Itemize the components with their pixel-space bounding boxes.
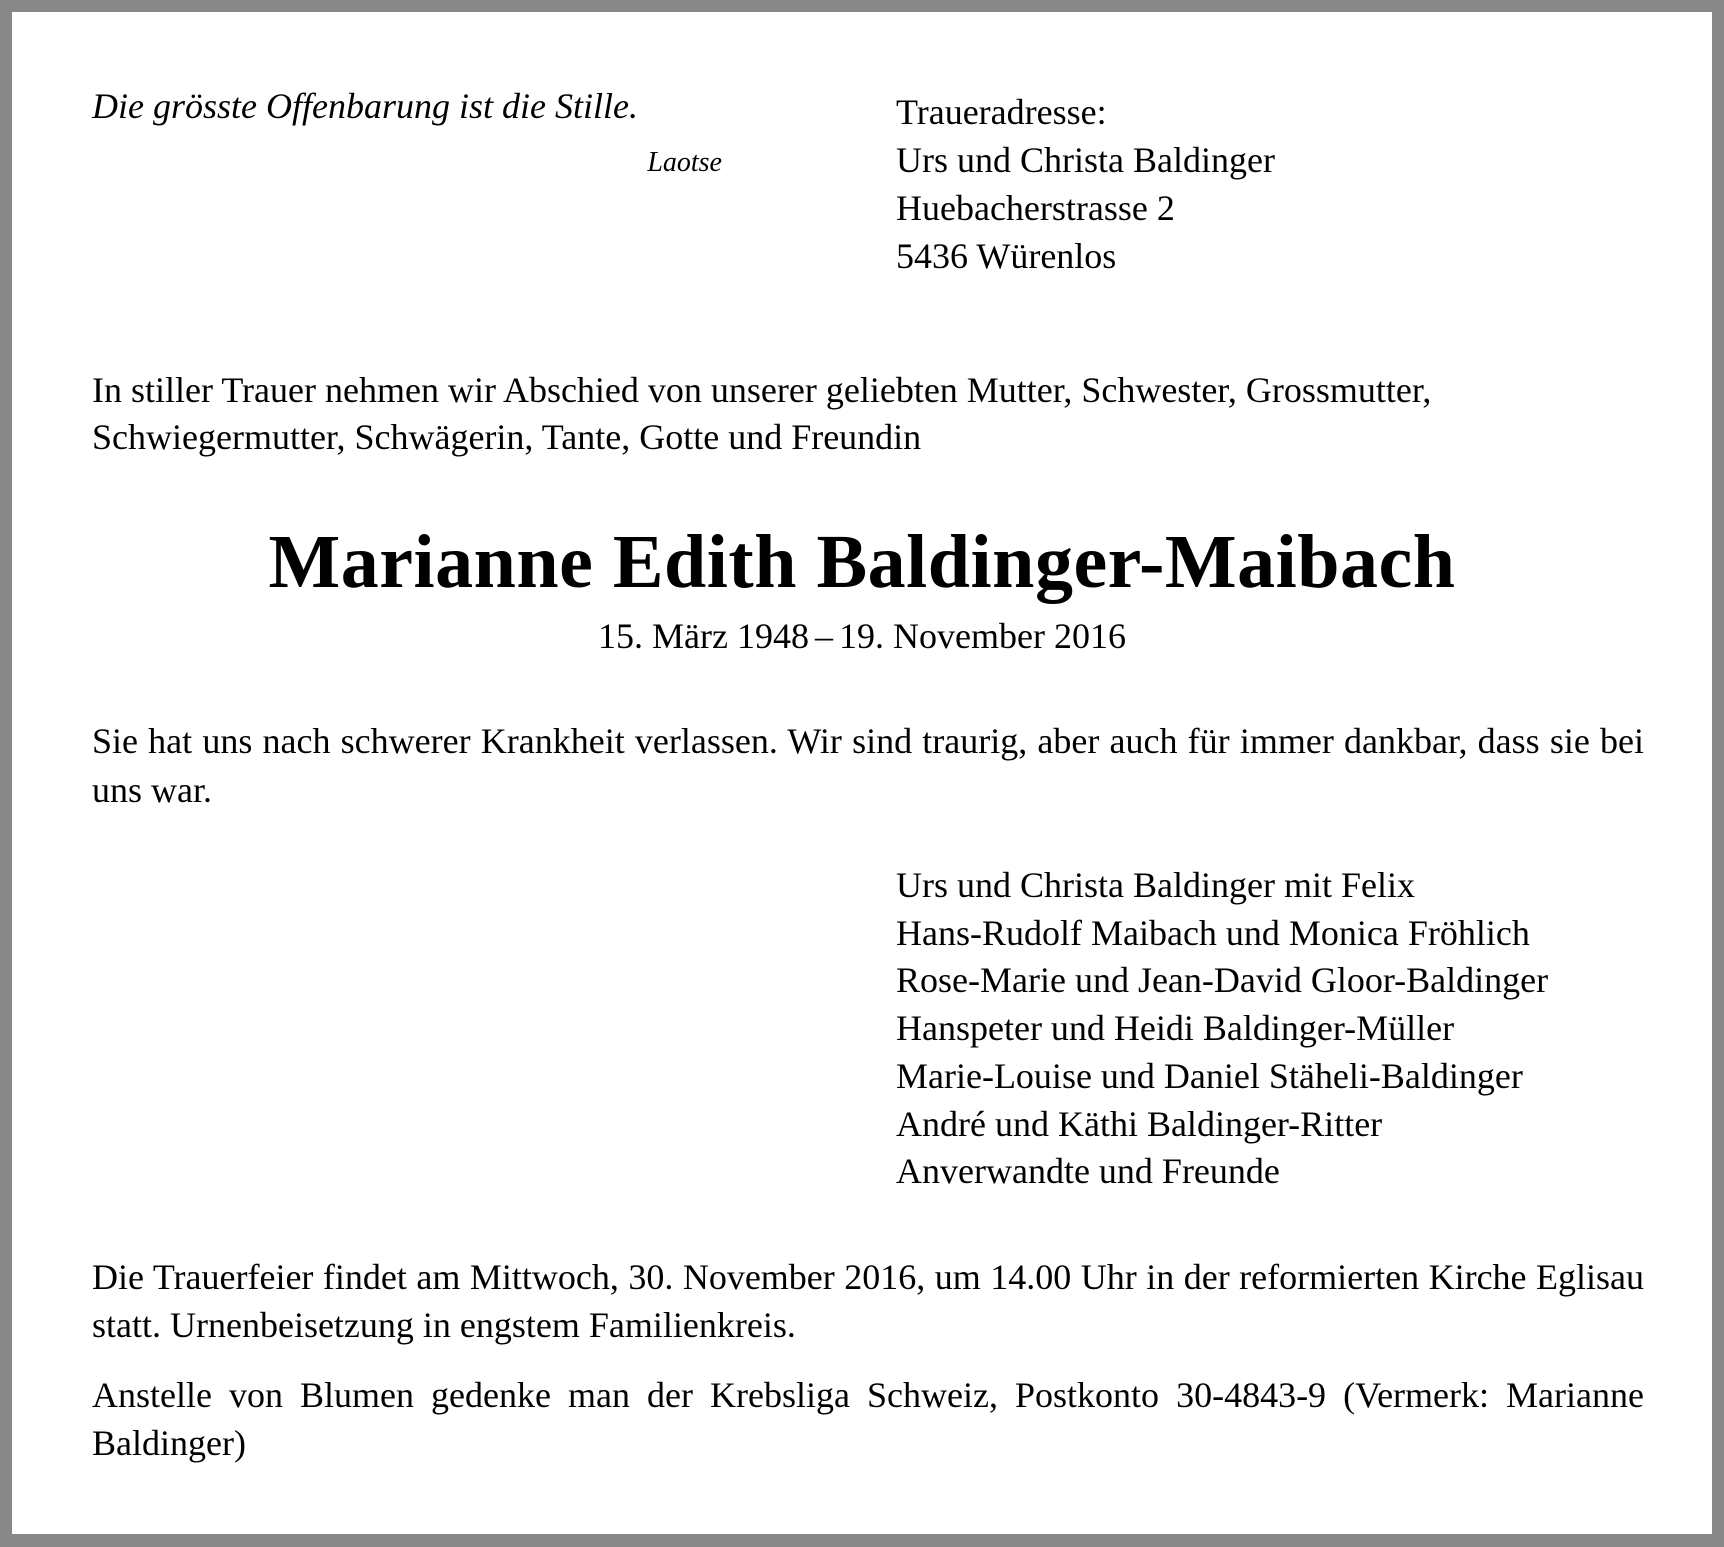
date-separator: – <box>815 616 833 656</box>
family-member: Urs und Christa Baldinger mit Felix <box>896 865 1415 905</box>
mourning-address-label: Traueradresse: <box>896 92 1107 132</box>
obituary-notice <box>12 12 1712 1534</box>
family-member: Rose-Marie und Jean-David Gloor-Baldinger <box>896 960 1549 1001</box>
mourning-address-line: Urs und Christa Baldinger <box>896 140 1275 180</box>
epigraph-author: Laotse <box>647 147 722 178</box>
intro-text: In stiller Trauer nehmen wir Abschied von unserer geliebten Mutter, Schwester, Grossmutter, Schwiegermutter, Schwägerin, Tante, Gotte und Freundin <box>92 370 1432 457</box>
birth-date: 15. März 1948 <box>598 616 809 656</box>
donation-note: Anstelle von Blumen gedenke man der Krebsliga Schweiz, Postkonto 30-4843-9 (Vermerk: Marianne Baldinger) <box>92 1375 1644 1463</box>
farewell-message: Sie hat uns nach schwerer Krankheit verlassen. Wir sind traurig, aber auch für immer dankbar, dass sie bei uns war. <box>92 721 1644 810</box>
family-member: Hanspeter und Heidi Baldinger-Müller <box>896 1008 1455 1049</box>
family-member: Hans-Rudolf Maibach und Monica Fröhlich <box>896 912 1530 953</box>
deceased-name: Marianne Edith Baldinger-Maibach <box>268 520 1456 604</box>
life-dates <box>12 614 1712 658</box>
epigraph-quote: Die grösste Offenbarung ist die Stille. <box>92 86 638 126</box>
family-signatures <box>896 862 1548 1196</box>
death-date: 19. November 2016 <box>839 616 1126 656</box>
family-member: André und Käthi Baldinger-Ritter <box>896 1103 1383 1144</box>
family-member: Marie-Louise und Daniel Stäheli-Baldinger <box>896 1055 1523 1096</box>
mourning-address-line: Huebacherstrasse 2 <box>896 188 1175 228</box>
family-member: Anverwandte und Freunde <box>896 1151 1280 1192</box>
mourning-address-line: 5436 Würenlos <box>896 236 1117 276</box>
funeral-service-info: Die Trauerfeier findet am Mittwoch, 30. November 2016, um 14.00 Uhr in der reformierten Kirche Eglisau statt. Urnenbeisetzung in engstem Familienkreis. <box>92 1257 1644 1345</box>
mourning-address <box>896 88 1275 280</box>
